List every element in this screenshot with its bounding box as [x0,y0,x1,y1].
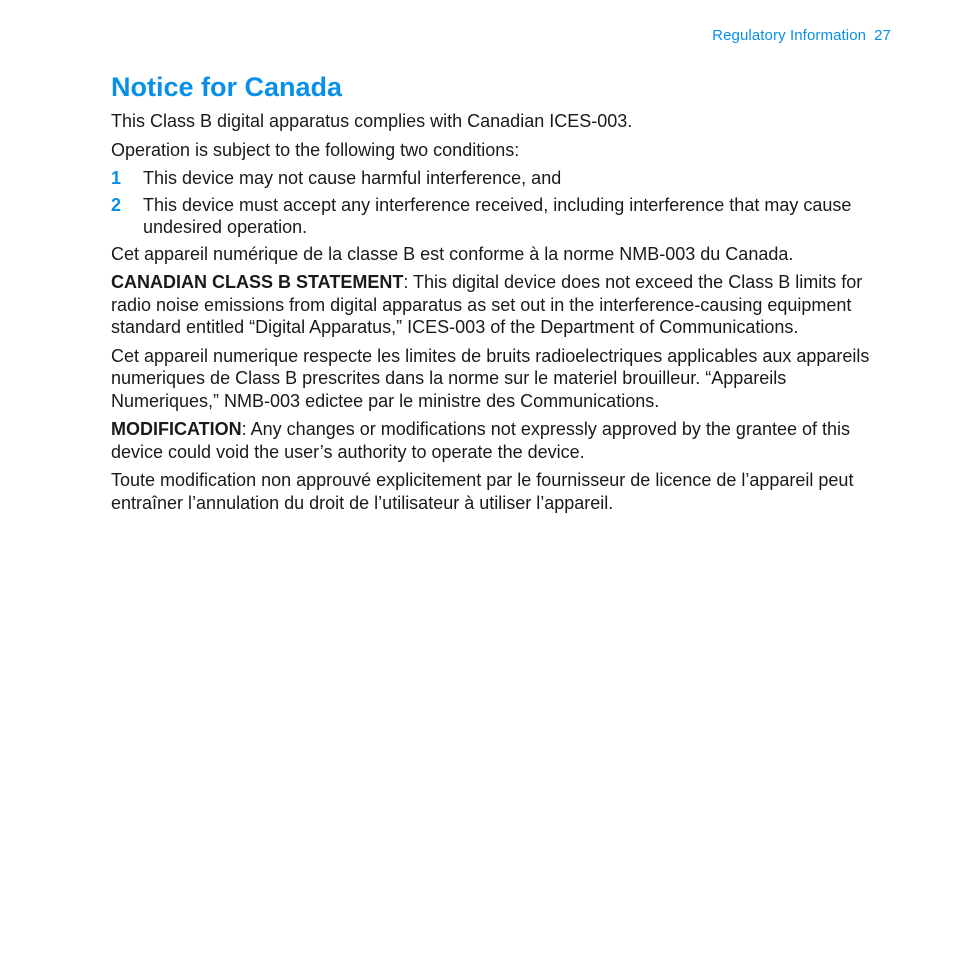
page-number: 27 [874,27,891,44]
list-text: This device may not cause harmful interference, and [143,168,562,188]
list-number: 2 [111,194,122,215]
class-b-statement-paragraph [111,271,891,339]
french-limits-paragraph: Cet appareil numerique respecte les limites de bruits radioelectriques applicables aux appareils numeriques de Class B prescrites dans la norme sur le materiel brouilleur. “Appareils Numeriques,” NMB-003 edictee par le ministre des Communications. [111,345,870,411]
french-conformity-paragraph: Cet appareil numérique de la classe B est conforme à la norme NMB-003 du Canada. [111,243,794,264]
page-content [111,70,891,520]
french-modification-paragraph: Toute modification non approuvé explicitement par le fournisseur de licence de l’appareil peut entraîner l’annulation du droit de l’utilisateur à utiliser l’appareil. [111,470,854,513]
modification-text: : Any changes or modifications not expressly approved by the grantee of this device could void the user’s authority to operate the device. [111,419,851,462]
modification-lead: MODIFICATION [111,419,242,439]
class-b-statement-lead: CANADIAN CLASS B STATEMENT [111,272,404,292]
section-name: Regulatory Information [712,27,867,44]
list-number: 1 [111,168,122,188]
list-item [111,194,891,239]
page-title: Notice for Canada [111,72,343,102]
modification-paragraph [111,418,891,463]
running-header [712,27,891,44]
intro-paragraph: This Class B digital apparatus complies with Canadian ICES-003. [111,111,633,131]
list-text: This device must accept any interference received, including interference that may cause undesired operation. [143,194,852,237]
conditions-intro: Operation is subject to the following two conditions: [111,139,520,160]
conditions-list [111,167,891,239]
class-b-statement-text: : This digital device does not exceed the Class B limits for radio noise emissions from digital apparatus as set out in the interference-causing equipment standard entitled “Digital Apparatus,” ICES-003 of the Department of Communications. [111,272,863,337]
list-item [111,167,891,190]
